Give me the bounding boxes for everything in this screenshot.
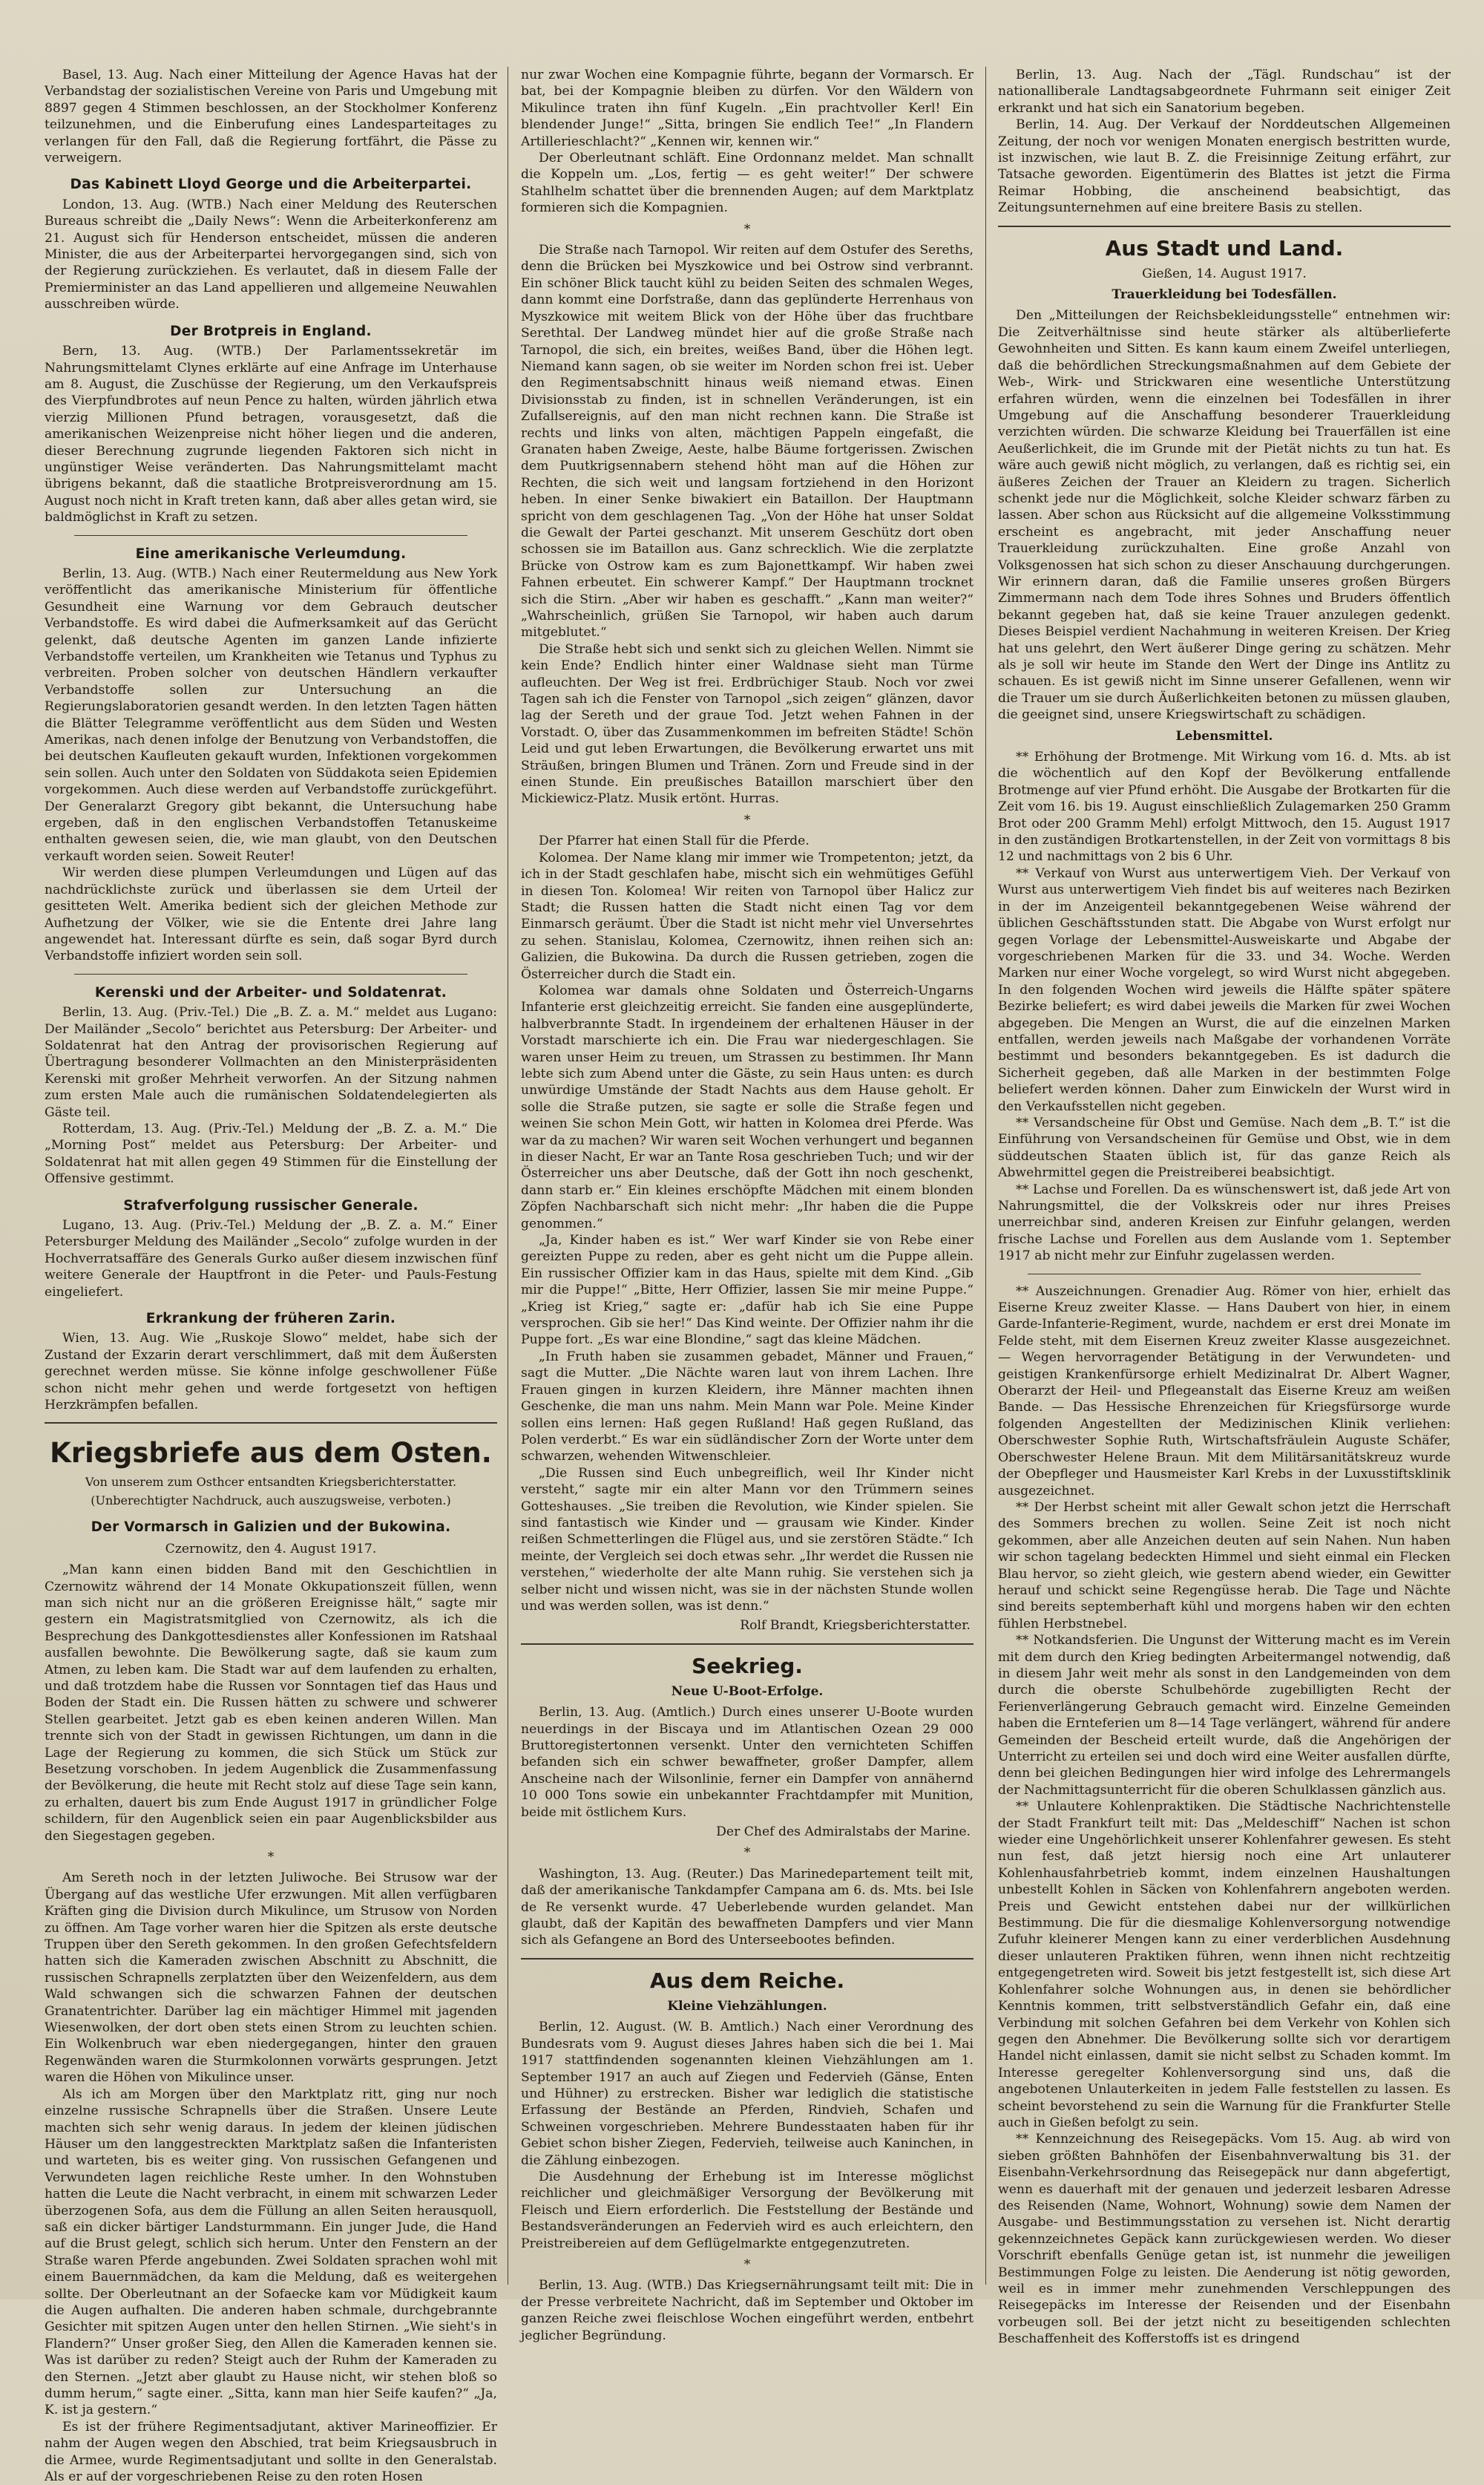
article-paragraph: Die Ausdehnung der Erhebung ist im Interesse möglichst reichlicher und gleichmäßiger Versorgung der Bevölkerung mit Fleisch und Eiern erforderlich. Die Feststellung der Bestände und Bestandsveränderungen an Federvieh wird es auch erleichtern, den Preistreibereien auf dem Geflügelmarkte entgegenzutreten. xyxy=(521,2169,974,2251)
byline: Von unserem zum Osthcer entsandten Kriegsberichterstatter. xyxy=(85,1475,457,1490)
section-headline: Seekrieg. xyxy=(692,1653,803,1678)
column-rule xyxy=(985,67,986,2285)
article-headline: Der Vormarsch in Galizien und der Bukowina. xyxy=(91,1519,451,1536)
article-paragraph: ** Notkandsferien. Die Ungunst der Witterung macht es im Verein mit dem durch den Krieg bedingten Arbeitermangel notwendig, daß in diesem Jahr weit mehr als sonst in den Landgemeinden von dem durch die oberste Schulbehörde zugebilligten Recht der Ferienverlängerung Gebrauch gemacht wird. Einzelne Gemeinden haben die Ernteferien um 8—14 Tage verlängert, während für andere Gemeinden der Bescheid erteilt wurde, daß die Angehörigen der Unterricht zu erteilen sei und doch wird eine Weiter ausfallen dürfte, denn bei gleichen Bedingungen hier wird infolge des Lehrermangels der Nachmittagsunterricht für die oberen Schulklassen gänzlich aus. xyxy=(998,1633,1451,1798)
article-paragraph: Als ich am Morgen über den Marktplatz ritt, ging nur noch einzelne russische Schrapnells über die Straßen. Unsere Leute machten sich sehr wenig daraus. In jedem der kleinen jüdischen Häuser um den langgestreckten Marktplatz saßen die Infanteristen und warteten, bis es weiter ging. Von russischen Gefangenen und Verwundeten lagen reichliche Reste umher. In den Wohnstuben hatten die Leute die Nacht verbracht, in einem mit schwarzen Leder überzogenen Sofa, aus dem die Füllung an allen Seiten herausquoll, saß ein dicker bärtiger Landsturmmann. Ein junger Jude, die Hand auf die Brust gelegt, schlich sich herum. Unter den Fenstern an der Straße waren Pferde angebunden. Zwei Soldaten sprachen wohl mit einem Bauernmädchen, da kam die Meldung, daß es weitergehen sollte. Der Oberleutnant an der Sofaecke kam vor Müdigkeit kaum die Augen aufhalten. Die anderen haben schmale, durchgebrannte Gesichter mit spitzen Augen unter den hellen Stirnen. „Wie sieht's in Flandern?“ Unser großer Sieg, den Allen die Kameraden kennen sie. Was ist darüber zu reden? Steigt auch der Ruhm der Kameraden zu den Sternen. „Jetzt aber glaubt zu Hause nicht, wir stehen bloß so dumm herum,“ sagte einer. „Sitta, kann man hier Seife kaufen?“ „Ja, K. ist ja gestern.“ xyxy=(45,2086,497,2418)
separator-mark: * xyxy=(267,1850,275,1864)
section-divider xyxy=(998,226,1451,227)
article-paragraph: Berlin, 12. August. (W. B. Amtlich.) Nach einer Verordnung des Bundesrats vom 9. August dieses Jahres haben sich die bei 1. Mai 1917 stattfindenden sogenannten kleinen Viehzählungen am 1. September 1917 an auch auf Ziegen und Federvieh (Gänse, Enten und Hühner) zu erstrecken. Bisher war lediglich die statistische Erfassung der Bestände an Pferden, Rindvieh, Schafen und Schweinen vorgeschrieben. Mehrere Bundesstaaten haben für ihr Gebiet schon bisher Ziegen, Federvieh, teilweise auch Kaninchen, in die Zählung einbezogen. xyxy=(521,2020,974,2168)
article-paragraph: Die Straße nach Tarnopol. Wir reiten auf dem Ostufer des Sereths, denn die Brücken bei Myszkowice und bei Ostrow sind verbrannt. Ein schöner Blick taucht kühl zu beiden Seiten des schmalen Weges, dann kommt eine Dorfstraße, dann das geplünderte Herrenhaus von Myszkowice mit weitem Blick von der Höhe über das fruchtbare Serethtal. Der Landweg mündet hier auf die große Straße nach Tarnopol, die sich, ein breites, weißes Band, über die Höhen legt. Niemand kann sagen, ob sie weiter im Norden schon frei ist. Ueber den Regimentsabschnitt hinaus weiß niemand etwas. Einen Divisionsstab zu finden, ist in schnellen Veränderungen, ist ein Zufallsereignis, auf den man nicht rechnen kann. Die Straße ist rechts und links von alten, mächtigen Pappeln eingefaßt, die Granaten haben Zweige, Aeste, halbe Bäume fortgerissen. Zwischen dem Puutkrigsennabern stehend höht man auf die Höhen zur Rechten, die sich weit und langsam fortziehend in den Horizont heben. In einer Senke biwakiert ein Bataillon. Der Hauptmann spricht von dem geschlagenen Tag. „Von der Höhe hat unser Soldat die Gewalt der Partei geschanzt. Mit unserem Geschütz dort oben schossen sie im Bataillon aus. Ganz schrecklich. Wie die zerplatzte Brücke von Ostrow kam es zum Bajonettkampf. Wir haben zwei Fahnen erbeutet. Ein schwerer Kampf.“ Der Hauptmann trocknet sich die Stirn. „Aber wir haben es geschafft.“ „Kann man weiter?“ „Wahrscheinlich, grüßen Sie Tarnopol, wir haben auch darum mitgeblutet.“ xyxy=(521,243,974,641)
article-paragraph: Bern, 13. Aug. (WTB.) Der Parlamentssekretär im Nahrungsmittelamt Clynes erklärte auf eine Anfrage im Unterhause am 8. August, die Zuschüsse der Regierung, um den Verkaufspreis des Vierpfundbrotes auf neun Pence zu halten, würden jährlich etwa vierzig Millionen Pfund betragen, vorausgesetzt, daß die amerikanischen Weizenpreise nicht höher liegen und die anderen, dieser Berechnung zugrunde liegenden Faktoren sich nicht in ungünstiger Weise veränderten. Das Nahrungsmittelamt macht übrigens bekannt, daß die staatliche Brotpreisverordnung am 15. August noch nicht in Kraft treten kann, daß aber alles getan wird, sie baldmöglichst in Kraft zu setzen. xyxy=(45,344,497,526)
article-headline: Strafverfolgung russischer Generale. xyxy=(123,1197,418,1214)
article-paragraph: Berlin, 13. Aug. (Priv.-Tel.) Die „B. Z. a. M.“ meldet aus Lugano: Der Mailänder „Secolo“ berichtet aus Petersburg: Der Arbeiter- und Soldatenrat hat den Antrag der provisorischen Regierung auf Übertragung besonderer Vollmachten an den Ministerpräsidenten Kerenski mit großer Mehrheit verworfen. An der Sitzung nahmen zum ersten Male auch die rumänischen Soldatendelegierten als Gäste teil. xyxy=(45,1005,497,1120)
article-headline: Der Brotpreis in England. xyxy=(170,323,372,339)
article-paragraph: ** Kennzeichnung des Reisegepäcks. Vom 15. Aug. ab wird von sieben größten Bahnhöfen der Eisenbahnverwaltung bis 31. der Eisenbahn-Verkehrsordnung das Reisegepäck nur dann abgefertigt, wenn es dauerhaft mit der genauen und jederzeit lesbaren Adresse des Reisenden (Name, Wohnort, Wohnung) sowie dem Namen der Ausgabe- und Bestimmungsstation zu versehen ist. Nicht derartig gekennzeichnetes Gepäck kann zurückgewiesen werden. Wo dieser Vorschrift ebenfalls Genüge getan ist, ist nunmehr die jeweiligen Bestimmungen Folge zu leisten. Die Aenderung ist nötig geworden, weil es in immer mehr zunehmenden Verschleppungen des Reisegepäcks im Interesse der Reisenden und der Eisenbahn vorbeugen soll. Bei der jetzt nicht zu beseitigenden schlechten Beschaffenheit des Kofferstoffs ist es dringend xyxy=(998,2132,1451,2347)
section-divider xyxy=(521,1958,974,1959)
article-paragraph: „In Fruth haben sie zusammen gebadet, Männer und Frauen,“ sagt die Mutter. „Die Nächte waren laut von ihrem Lachen. Ihre Frauen gingen in kurzen Kleidern, ihre Männer machten ihnen Geschenke, die man uns nahm. Mein Mann war Pole. Meine Kinder sollen eins lernen: Haß gegen Rußland! Haß gegen Rußland, das Polen verderbt.“ Es war ein südländischer Zorn der Worte unter dem schwarzen, wehenden Witwenschleier. xyxy=(521,1349,974,1464)
article-paragraph: Die Straße hebt sich und senkt sich zu gleichen Wellen. Nimmt sie kein Ende? Endlich hinter einer Waldnase sieht man Türme aufleuchten. Der Weg ist frei. Erdbrüchiger Staub. Noch vor zwei Tagen sah ich die Fenster von Tarnopol „sich zeigen“ glänzen, davor lag der Sereth und der graue Tod. Jetzt wehen Fahnen in der Vorstadt. O, über das Zusammenkommen im befreiten Städte! Schön Leid und gut leben Erwartungen, die Bevölkerung erwartet uns mit Sträußen, bringen Blumen und Tränen. Zorn und Freude sind in der einen Stunde. Ein preußisches Bataillon marschiert über den Mickiewicz-Platz. Musik ertönt. Hurras. xyxy=(521,641,974,807)
article-paragraph: nur zwar Wochen eine Kompagnie führte, begann der Vormarsch. Er bat, bei der Kompagnie bleiben zu dürfen. Vor den Wäldern von Mikulince traten ihn fünf Kugeln. „Ein prachtvoller Kerl! Ein blendender Junge!“ „Sitta, bringen Sie endlich Tee!“ „In Flandern Artillerieschlacht?“ „Kennen wir, kennen wir.“ xyxy=(521,68,974,149)
column-right xyxy=(989,67,1460,2347)
article-headline: Neue U-Boot-Erfolge. xyxy=(671,1683,824,1699)
separator-mark: * xyxy=(743,221,751,237)
article-paragraph: ** Verkauf von Wurst aus unterwertigem Vieh. Der Verkauf von Wurst aus unterwertigem Vieh findet bis auf weiteres nach Bezirken in der im Anzeigenteil bekanntgegebenen Weise während der üblichen Geschäftsstunden statt. Die Abgabe von Wurst erfolgt nur gegen Vorlage der Lebensmittel-Ausweiskarte und Abgabe der vorgeschriebenen Marken für die 33. und 34. Woche. Werden Marken nur einer Woche vorgelegt, so wird Wurst nicht abgegeben. In den folgenden Wochen wird jeweils die Hälfte später spätere Bezirke beliefert; es wird dabei jeweils die Marken für zwei Wochen abgegeben. Die Mengen an Wurst, die auf die einzelnen Marken entfallen, werden jeweils nach Maßgabe der vorhandenen Vorräte bestimmt und besonders bekanntgegeben. Es ist dadurch die Sicherheit gegeben, daß alle Marken in der bestimmten Folge beliefert werden können. Daher zum Einwickeln der Wurst wird in den Verkaufsstellen nicht gegeben. xyxy=(998,865,1451,1114)
section-headline: Aus Stadt und Land. xyxy=(1105,235,1344,261)
dateline: Gießen, 14. August 1917. xyxy=(1142,266,1307,281)
section-divider xyxy=(74,974,467,975)
article-paragraph: ** Lachse und Forellen. Da es wünschenswert ist, daß jede Art von Nahrungsmittel, die der Volkskreis oder nur ihres Preises unerreichbar sind, anderen Kreisen zur Einfuhr gelangen, werden frische Lachse und Forellen aus dem Auslande vom 1. September 1917 ab nicht mehr zur Einfuhr zugelassen werden. xyxy=(998,1182,1451,1264)
separator-mark: * xyxy=(743,2256,751,2272)
separator-mark: * xyxy=(743,812,751,828)
article-paragraph: Rotterdam, 13. Aug. (Priv.-Tel.) Meldung der „B. Z. a. M.“ Die „Morning Post“ meldet aus Petersburg: Der Arbeiter- und Soldatenrat hat mit allen gegen 49 Stimmen für die Einstellung der Offensive gestimmt. xyxy=(45,1121,497,1187)
article-headline: Lebensmittel. xyxy=(1175,728,1273,744)
signature: Der Chef des Admiralstabs der Marine. xyxy=(716,1824,971,1840)
article-paragraph: Der Pfarrer hat einen Stall für die Pferde. xyxy=(539,834,810,849)
article-headline: Erkrankung der früheren Zarin. xyxy=(145,1311,396,1327)
article-paragraph: ** Auszeichnungen. Grenadier Aug. Römer von hier, erhielt das Eiserne Kreuz zweiter Klasse. — Hans Daubert von hier, in einem Garde-Infanterie-Regiment, wurde, nachdem er erst drei Monate im Felde steht, mit dem Eisernen Kreuz zweiter Klasse ausgezeichnet. — Wegen hervorragender Betätigung in der Verwundeten- und geistigen Krankenfürsorge erhielt Medizinalrat Dr. Albert Wagner, Oberarzt der Heil- und Pflegeanstalt das Eiserne Kreuz am weißen Bande. — Das Hessische Ehrenzeichen für Kriegsfürsorge wurde folgenden Angestellten der Medizinischen Klinik verliehen: Oberschwester Sophie Ruth, Wirtschaftsfräulein Auguste Schäfer, Oberschwester Helene Braun. Mit dem Militärsanitätskreuz wurde der Obepfleger und Hausmeister Karl Krebs in der Luxusstiftsklinik ausgezeichnet. xyxy=(998,1283,1451,1499)
copyright-note: (Unberechtigter Nachdruck, auch auszugsweise, verboten.) xyxy=(91,1493,451,1507)
article-paragraph: Berlin, 13. Aug. (WTB.) Das Kriegsernährungsamt teilt mit: Die in der Presse verbreitete Nachricht, daß im September und Oktober im ganzen Reiche zwei fleischlose Wochen eingeführt werden, entbehrt jeglicher Begründung. xyxy=(521,2278,974,2343)
article-headline: Trauerkleidung bei Todesfällen. xyxy=(1112,287,1337,303)
article-paragraph: Berlin, 13. Aug. Nach der „Tägl. Rundschau“ ist der nationalliberale Landtagsabgeordnete Fuhrmann seit einiger Zeit erkrankt und hat sich ein Sanatorium begeben. xyxy=(998,68,1451,116)
section-divider xyxy=(74,535,467,536)
article-paragraph: Berlin, 14. Aug. Der Verkauf der Norddeutschen Allgemeinen Zeitung, der noch vor wenigen Monaten energisch bestritten wurde, ist inzwischen, wie laut B. Z. die Freisinnige Zeitung erfährt, zur Tatsache geworden. Eigentümerin des Blattes ist jetzt die Firma Reimar Hobbing, die anscheinend beabsichtigt, das Zeitungsunternehmen auf eine breitere Basis zu stellen. xyxy=(998,117,1451,216)
article-paragraph: Es ist der frühere Regimentsadjutant, aktiver Marineoffizier. Er nahm der Augen wegen den Abschied, trat beim Kriegsausbruch in die Armee, wurde Regimentsadjutant und sollte in den Generalstab. Als er auf der vorgeschriebenen Reise zu den roten Hosen xyxy=(45,2419,497,2485)
article-paragraph: ** Der Herbst scheint mit aller Gewalt schon jetzt die Herrschaft des Sommers brechen zu wollen. Seine Zeit ist noch nicht gekommen, aber alle Anzeichen deuten auf sein Nahen. Nun haben wir schon tagelang bedeckten Himmel und sieht einmal ein Flecken Blau hervor, so zieht gleich, wie gestern abend wieder, ein Gewitter herauf und schickt seine Regengüsse herab. Die Tage und Nächte sind bereits septemberhaft kühl und morgens haben wir den echten fühlen Herbstnebel. xyxy=(998,1499,1451,1631)
article-paragraph: London, 13. Aug. (WTB.) Nach einer Meldung des Reuterschen Bureaus schreibt die „Daily News“: Wenn die Arbeiterkonferenz am 21. August sich für Henderson entscheidet, müssen die anderen Minister, die aus der Arbeiterpartei hervorgegangen sind, sich von der Regierung zurückziehen. Es verlautet, daß in diesem Falle der Premierminister an das Land appellieren und allgemeine Neuwahlen ausschreiben würde. xyxy=(45,197,497,312)
article-paragraph: Kolomea. Der Name klang mir immer wie Trompetenton; jetzt, da ich in der Stadt geschlafen habe, mischt sich ein wehmütiges Gefühl in diesen Ton. Kolomea! Wir reiten von Tarnopol über Halicz zur Stadt; die Russen hatten die Stadt nicht einen Tag vor dem Einmarsch geräumt. Über die Stadt ist nicht mehr viel Unversehrtes zu sehen. Stanislau, Kolomea, Czernowitz, ihnen reihen sich an: Galizien, die Bukowina. Da durch die Russen getrieben, zogen die Österreicher durch die Stadt ein. xyxy=(521,850,974,982)
article-paragraph: Am Sereth noch in der letzten Juliwoche. Bei Strusow war der Übergang auf das westliche Ufer erzwungen. Mit allen verfügbaren Kräften ging die Division durch Mikulince, um Strusow von Norden zu öffnen. Am Tage vorher waren hier die Spitzen als erste deutsche Truppen über den Sereth gekommen. In den großen Gefechtsfeldern hatten sich die Kameraden zwischen Abschnitt zu Abschnitt, die russischen Schrapnells zerplatzten über den Weizenfeldern, aus dem Wald schwangen sich die schwarzen Fahnen der deutschen Granatentrichter. Darüber lag ein mächtiger Himmel mit jagenden Wiesenwolken, der dort oben stets einen Strom zu leuchten schien. Ein Wolkenbruch war eben niedergegangen, hinter den grauen Regenwänden waren die Sturmkolonnen vorwärts gesprungen. Jetzt waren die Höhen von Mikulince unser. xyxy=(45,1870,497,2086)
article-paragraph: ** Unlautere Kohlenpraktiken. Die Städtische Nachrichtenstelle der Stadt Frankfurt teilt mit: Das „Meldeschiff“ Nachen ist schon wieder eine Ungehörlichkeit unserer Kohlenfahrer gewesen. Es steht nun fest, daß jetzt hiersig noch eine Art unlauterer Kohlenhausfahrbetrieb kommt, indem einzelnen Haushaltungen unbestellt Kohlen in Säcken von Kohlenfahrern angeboten werden. Preis und Gewicht entstehen dabei nur der willkürlichen Bestimmung. Die für die diesmalige Kohlenversorgung notwendige Zufuhr kleinerer Mengen kann zu einer verderblichen Ausdehnung dieser unlauteren Praktiken führen, wenn ihnen nicht rechtzeitig entgegengetreten wird. Soweit bis jetzt festgestellt ist, sich diese Art Kohlenfahrer solche Wohnungen aus, in denen sie behördlicher Kenntnis kommen, tritt selbstverständlich Gefahr ein, daß eine Verbindung mit solchen Gefahren bei dem Verkehr von Kohlen sich gegen den Abnehmer. Die Bevölkerung sollte sich vor derartigem Handel nicht einlassen, damit sie nicht selbst zu Schaden kommt. Im Interesse geregelter Kohlenversorgung sind uns, daß die angebotenen Unlauterkeiten in jedem Falle feststellen zu lassen. Es scheint bevorstehend zu sein die Warnung für die Frankfurter Stelle auch in Gießen befolgt zu sein. xyxy=(998,1799,1451,2130)
section-divider xyxy=(521,1643,974,1645)
article-headline: Kleine Viehzählungen. xyxy=(667,1998,827,2014)
column-left xyxy=(36,67,506,2485)
article-paragraph: „Die Russen sind Euch unbegreiflich, weil Ihr Kinder nicht versteht,“ sagte mir ein alter Mann vor den Trümmern seines Gotteshauses. „Sie treiben die Revolution, wie Kinder spielen. Sie sind fantastisch wie Kinder und — grausam wie Kinder. Kinder reißen Schmetterlingen die Flügel aus, und sie zerstören Städte.“ Ich meinte, der Vergleich sei doch etwas sehr. „Ihr werdet die Russen nie verstehen,“ wiederholte der alte Mann ruhig. Sie verstehen sich ja selber nicht und wissen nicht, was sie in der nächsten Stunde wollen und was werden sollen, was ist denn.“ xyxy=(521,1465,974,1614)
article-paragraph: Basel, 13. Aug. Nach einer Mitteilung der Agence Havas hat der Verbandstag der sozialistischen Vereine von Paris und Umgebung mit 8897 gegen 4 Stimmen beschlossen, an der Stockholmer Konferenz teilzunehmen, und die Einberufung eines Landesparteitages zu verlangen für den Fall, daß die Regierung fortfährt, die Pässe zu verweigern. xyxy=(45,68,497,166)
article-paragraph: Berlin, 13. Aug. (WTB.) Nach einer Reutermeldung aus New York veröffentlicht das amerikanische Ministerium für öffentliche Gesundheit eine Warnung vor dem Gebrauch deutscher Verbandstoffe. Es wird dabei die Aufmerksamkeit auf das Gerücht gelenkt, daß deutsche Agenten im ganzen Lande infizierte Verbandstoffe verteilen, um Krankheiten wie Tetanus und Typhus zu verbreiten. Proben solcher von deutschen Händlern verkaufter Verbandstoffe sollen zur Untersuchung an die Regierungslaboratorien gesandt werden. In den letzten Tagen hätten die Blätter Telegramme veröffentlicht aus dem Süden und Westen Amerikas, nach denen infolge der Benutzung von Verbandstoffen, die bei deutschen Kaufleuten gekauft wurden, Infektionen vorgekommen sein sollen. Auch unter den Soldaten von Süddakota seien Epidemien vorgekommen. Auch diese werden auf Verbandstoffe zurückgeführt. Der Generalarzt Gregory gibt bekannt, die Untersuchung habe ergeben, daß in den englischen Verbandstoffen Tetanuskeime enthalten gewesen seien, die, wie man glaubt, von den Deutschen verkauft worden seien. Soweit Reuter! xyxy=(45,566,497,864)
article-paragraph: Den „Mitteilungen der Reichsbekleidungsstelle“ entnehmen wir: Die Zeitverhältnisse sind heute stärker als altüberlieferte Gewohnheiten und Sitten. Es kann kaum einem Zweifel unterliegen, daß die behördlichen Streckungsmaßnahmen auf dem Gebiete der Web-, Wirk- und Strickwaren eine wesentliche Unterstützung erfahren würden, wenn die einzelnen bei Todesfällen in ihrer Umgebung auf die Anschaffung besonderer Trauerkleidung verzichten würden. Die schwarze Kleidung bei Trauerfällen ist eine Aeußerlichkeit, die im Grunde mit der Pietät nichts zu tun hat. Es wäre auch gewiß nicht möglich, zu verlangen, daß es richtig sei, ein äußeres Zeichen der Trauer an Kleidern zu tragen. Sicherlich schenkt jede nur die Möglichkeit, solche Kleider schwarz färben zu lassen. Aber schon aus Rücksicht auf die allgemeine Volksstimmung erscheint es angebracht, mit jeder Anschaffung neuer Trauerkleidung zurückzuhalten. Eine große Anzahl von Volksgenossen hat sich schon zu dieser Anschauung durchgerungen. Wir erinnern daran, daß die Familie unseres großen Bürgers Zimmermann nach dem Tode ihres Sohnes und Bruders öffentlich bekannt gegeben hat, daß sie keine Trauer anzulegen gedenkt. Dieses Beispiel verdient Nachahmung in weiteren Kreisen. Der Krieg hat uns gelehrt, den Wert äußerer Dinge gering zu schätzen. Mehr als je soll wir heute im Stande den Wert der Dinge ins Antlitz zu schauen. Es ist gewiß nicht im Sinne unserer Gefallenen, wenn wir die Trauer um sie durch Äußerlichkeiten betonen zu müssen glauben, die geeignet sind, unsere Kriegswirtschaft zu schädigen. xyxy=(998,308,1451,723)
article-paragraph: Washington, 13. Aug. (Reuter.) Das Marinedepartement teilt mit, daß der amerikanische Tankdampfer Campana am 6. ds. Mts. bei Isle de Re versenkt wurde. 47 Ueberlebende wurden gelandet. Man glaubt, daß der Kapitän des bewaffneten Dampfers und vier Mann sich als Gefangene an Bord des Unterseebootes befinden. xyxy=(521,1866,974,1948)
article-paragraph: Der Oberleutnant schläft. Eine Ordonnanz meldet. Man schnallt die Koppeln um. „Los, fertig — es geht weiter!“ Der schwere Stahlhelm schattet über die brennenden Augen; auf dem Marktplatz formieren sich die Kompagnien. xyxy=(521,151,974,216)
article-paragraph: ** Versandscheine für Obst und Gemüse. Nach dem „B. T.“ ist die Einführung von Versandscheinen für Gemüse und Obst, wie in dem süddeutschen Staaten üblich ist, für das ganze Reich als Abwehrmittel gegen die Preistreiberei beabsichtigt. xyxy=(998,1115,1451,1181)
article-paragraph: Lugano, 13. Aug. (Priv.-Tel.) Meldung der „B. Z. a. M.“ Einer Petersburger Meldung des Mailänder „Secolo“ zufolge wurden in der Hochverratsaffäre des Generals Gurko außer diesem inzwischen fünf weitere Generale der Hauptfront in die Peter- und Pauls-Festung eingeliefert. xyxy=(45,1218,497,1300)
dateline: Czernowitz, den 4. August 1917. xyxy=(165,1541,377,1556)
article-paragraph: Wien, 13. Aug. Wie „Ruskoje Slowo“ meldet, habe sich der Zustand der Exzarin derart verschlimmert, daß mit dem Äußersten gerechnet werden müsse. Sie könne infolge geschwollener Füße schon nicht mehr gehen und werde fortgesetzt von heftigen Herzkrämpfen befallen. xyxy=(45,1331,497,1413)
article-paragraph: Kolomea war damals ohne Soldaten und Österreich-Ungarns Infanterie erst gleichzeitig erreicht. Sie fanden eine ausgeplünderte, halbverbrannte Stadt. In irgendeinem der erhaltenen Häuser in der Vorstadt marschierte ich ein. Die Frau war niedergeschlagen. Sie waren unser Heim zu treuen, um Strassen zu bestimmen. Ihr Mann lebte sich zum Abend unter die Gäste, zu sein Haus unten: es durch unwürdige Umstände der Stadt Nachts aus dem Hause geholt. Er solle die Straße putzen, sie sagte er solle die Straße fegen und weinen Sie schon Mein Gott, wir hatten in Kolomea drei Pferde. Was war da zu machen? Wir waren seit Wochen verhungert und begannen in dieser Nacht, Er war an Tante Rosa geschrieben Tuch; und wir der Österreicher uns aber Deutsche, daß der Gott ihn noch geschenkt, dann starb er.“ Ein kleines erschöpfte Mädchen mit einem blonden Zöpfen Nachbarschaft sich nicht mehr: „Ihr haben die die Puppe genommen.“ xyxy=(521,983,974,1231)
article-paragraph: „Man kann einen bidden Band mit den Geschichtlien in Czernowitz während der 14 Monate Okkupationszeit füllen, wenn man sich nicht nur an die größeren Ereignisse hält,“ sagte mir gestern ein Magistratsmitglied von Czernowitz, als ich die Besprechung des Dankgottesdienstes aller Konfessionen im Ratshaal ausfallen bewohnte. Die Bewölkerung sagte, daß sie kaum zum Atmen, zu leben kam. Die Stadt war auf dem laufenden zu erhalten, und daß trotzdem habe die Russen vor Sonntagen tief das Haus und Boden der Stadt ein. Die Russen hätten zu schwere und schwerer Stellen gearbeitet. Jetzt gab es eben keinen anderen Willen. Man trennte sich von der Stadt in gewissen Richtungen, um dann in die Lage der Regierung zu kommen, die sich Stück um Stück zur Besetzung vorschoben. In jedem Augenblick die Zusammenfassung der Bevölkerung, die heute mit Recht stolz auf diese Tage sein kann, zu erhalten, dauert bis zum Ende August 1917 in gründlicher Folge schildern, für den Augenblick seien ein paar Augenblicksbilder aus den Siegestagen gegeben. xyxy=(45,1562,497,1844)
section-headline: Aus dem Reiche. xyxy=(649,1968,845,1993)
article-paragraph: Wir werden diese plumpen Verleumdungen und Lügen auf das nachdrücklichste zurück und überlassen sie dem Urteil der gesitteten Welt. Amerika bedient sich der gleichen Methode zur Aufhetzung der Völker, wie sie die Entente drei Jahre lang angewendet hat. Interessant dürfte es sein, daß sogar Byrd durch Verbandstoffe infiziert worden sein soll. xyxy=(45,865,497,964)
column-middle xyxy=(512,67,982,2343)
article-paragraph: ** Erhöhung der Brotmenge. Mit Wirkung vom 16. d. Mts. ab ist die wöchentlich auf den Kopf der Bevölkerung entfallende Brotmenge auf vier Pfund erhöht. Die Ausgabe der Brotkarten für die Zeit vom 16. bis 19. August einschließlich Zulagemarken 250 Gramm Brot oder 200 Gramm Mehl) erfolgt Mittwoch, den 15. August 1917 in den zuständigen Brotkartenstellen, in der Zeit von vormittags 8 bis 12 und nachmittags von 2 bis 6 Uhr. xyxy=(998,750,1451,865)
separator-mark: * xyxy=(743,1845,751,1861)
article-headline: Das Kabinett Lloyd George und die Arbeiterpartei. xyxy=(70,177,472,193)
article-paragraph: Berlin, 13. Aug. (Amtlich.) Durch eines unserer U-Boote wurden neuerdings in der Biscaya und im Atlantischen Ozean 29 000 Bruttoregistertonnen versenkt. Unter den vernichteten Schiffen befanden sich ein schwer bewaffneter, großer Dampfer, allem Anscheine nach der Wilsonlinie, ferner ein Dampfer von annähernd 10 000 Tons sowie ein unbekannter Frachtdampfer mit Munition, beide mit östlichem Kurs. xyxy=(521,1705,974,1820)
section-headline: Kriegsbriefe aus dem Osten. xyxy=(50,1437,492,1470)
article-headline: Eine amerikanische Verleumdung. xyxy=(135,546,407,562)
article-paragraph: „Ja, Kinder haben es ist.“ Wer warf Kinder sie von Rebe einer gereizten Puppe zu reden, aber es geht nicht um die Puppe allein. Ein russischer Offizier kam in das Haus, spielte mit dem Kind. „Gib mir die Puppe!“ „Bitte, Herr Offizier, lassen Sie mir meine Puppe.“ „Krieg ist Krieg,“ sagte er: „dafür hab ich Sie eine Puppe versprochen. Gib sie her!“ Das Kind weinte. Der Offizier nahm ihr die Puppe fort. „Es war eine Blondine,“ sagt das kleine Mädchen. xyxy=(521,1233,974,1348)
signature: Rolf Brandt, Kriegsberichterstatter. xyxy=(740,1618,971,1634)
section-divider xyxy=(45,1422,497,1424)
article-headline: Kerenski und der Arbeiter- und Soldatenrat. xyxy=(94,984,447,1001)
